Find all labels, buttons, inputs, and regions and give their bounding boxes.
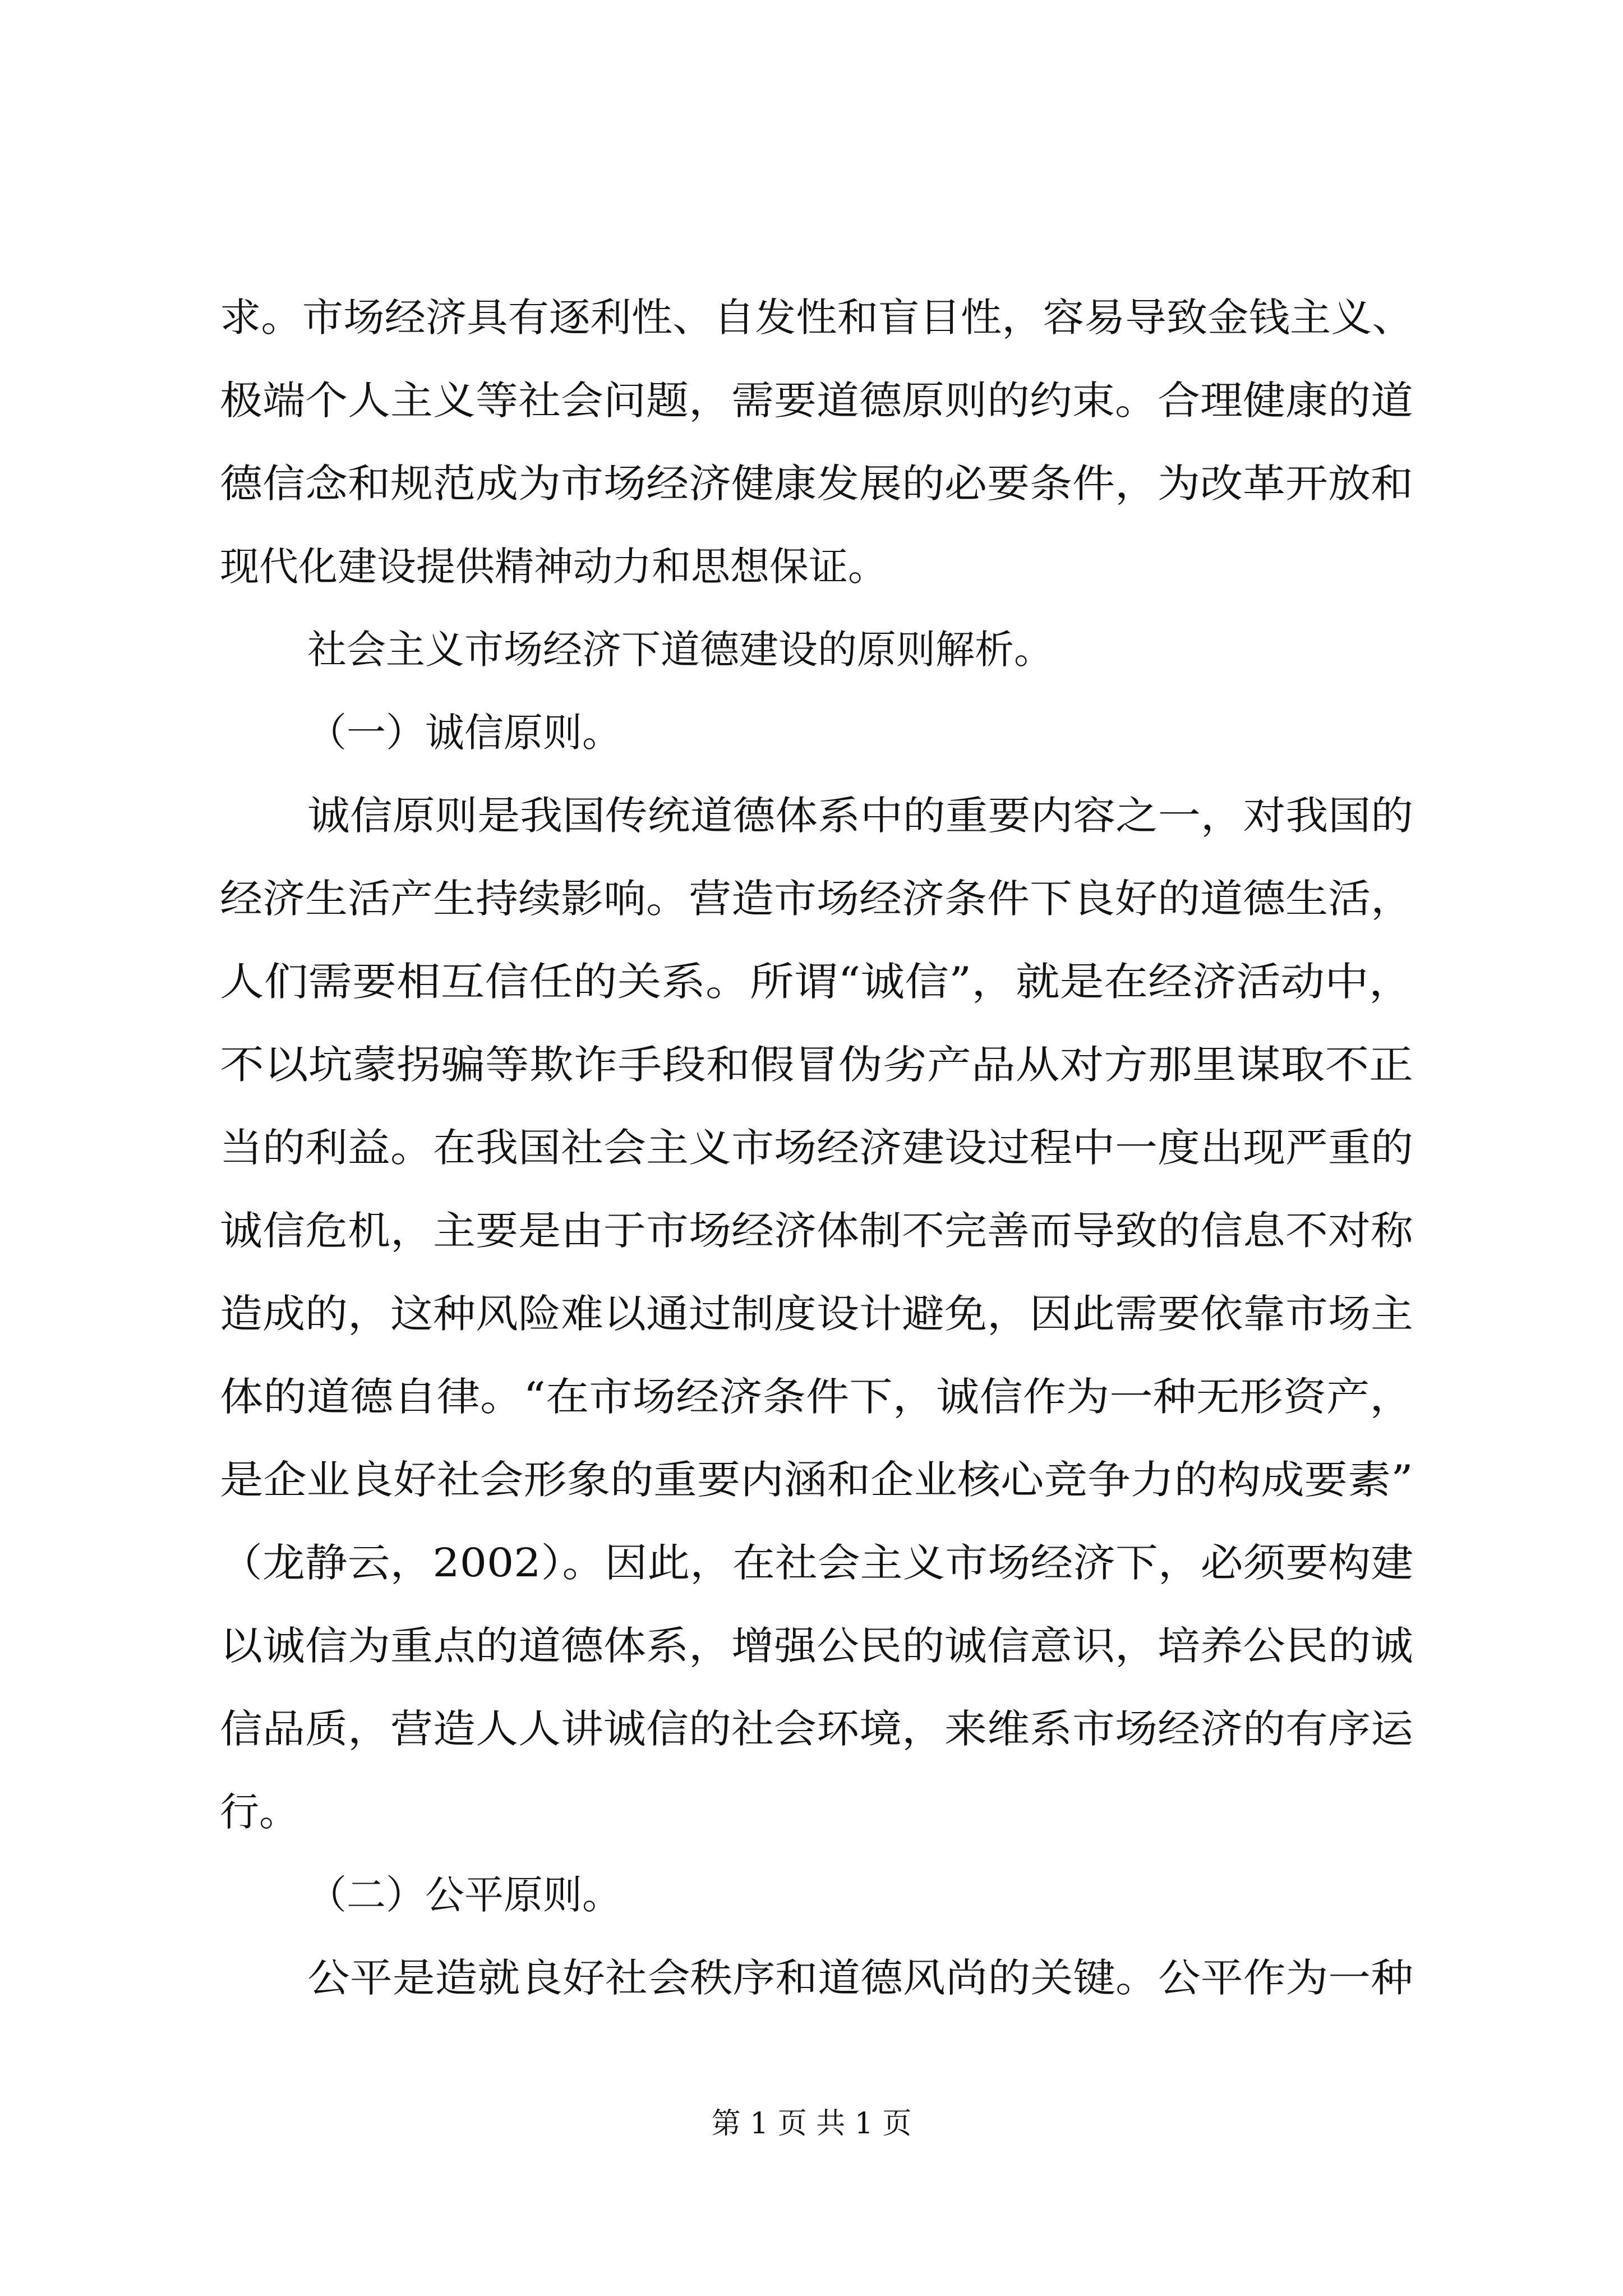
section-heading-fairness: （二）公平原则。 [307,1871,621,1918]
body-text-line: （龙静云，2002）。因此，在社会主义市场经济下，必须要构建 [220,1539,1414,1586]
body-text-line: 行。 [220,1788,298,1835]
body-text-line: 以诚信为重点的道德体系，增强公民的诚信意识，培养公民的诚 [220,1622,1413,1669]
body-text-line: 诚信原则是我国传统道德体系中的重要内容之一，对我国的 [307,792,1413,839]
page-footer: 第 1 页 共 1 页 [711,2107,912,2141]
section-intro-line: 社会主义市场经济下道德建设的原则解析。 [307,626,1053,673]
body-text-line: 体的道德自律。“在市场经济条件下，诚信作为一种无形资产， [220,1373,1413,1420]
body-text-line: 现代化建设提供精神动力和思想保证。 [220,543,887,590]
body-text-line: 求。市场经济具有逐利性、自发性和盲目性，容易导致金钱主义、 [220,294,1413,341]
body-text-line: 当的利益。在我国社会主义市场经济建设过程中一度出现严重的 [220,1124,1413,1171]
body-text-line: 不以坑蒙拐骗等欺诈手段和假冒伪劣产品从对方那里谋取不正 [220,1041,1413,1088]
body-text-line: 是企业良好社会形象的重要内涵和企业核心竞争力的构成要素” [220,1456,1413,1503]
body-text-line: 极端个人主义等社会问题，需要道德原则的约束。合理健康的道 [220,377,1413,424]
body-text-line: 德信念和规范成为市场经济健康发展的必要条件，为改革开放和 [220,460,1413,507]
section-heading-integrity: （一）诚信原则。 [307,709,621,756]
body-text-line: 造成的，这种风险难以通过制度设计避免，因此需要依靠市场主 [220,1290,1413,1337]
body-text-line: 信品质，营造人人讲诚信的社会环境，来维系市场经济的有序运 [220,1705,1413,1752]
body-text-line: 公平是造就良好社会秩序和道德风尚的关键。公平作为一种 [307,1954,1413,2001]
body-text-line: 诚信危机，主要是由于市场经济体制不完善而导致的信息不对称 [220,1207,1413,1254]
body-text-line: 人们需要相互信任的关系。所谓“诚信”，就是在经济活动中， [220,958,1413,1005]
body-text-line: 经济生活产生持续影响。营造市场经济条件下良好的道德生活， [220,875,1413,922]
